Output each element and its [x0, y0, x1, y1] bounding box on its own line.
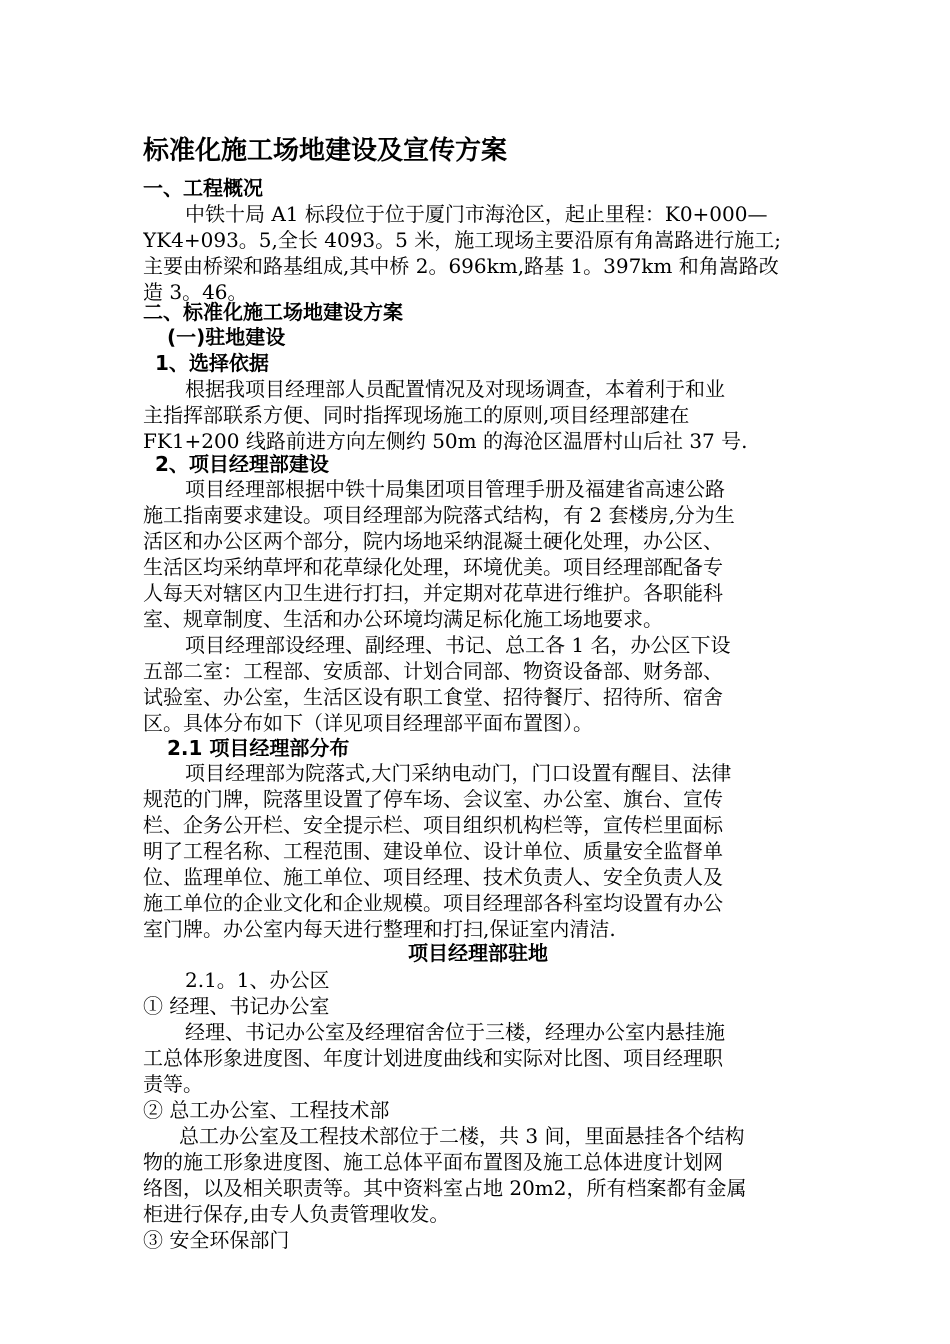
paragraph-line: 主指挥部联系方便、同时指挥现场施工的原则,项目经理部建在 [143, 403, 690, 427]
paragraph-line: 生活区均采纳草坪和花草绿化处理，环境优美。项目经理部配备专 [143, 555, 723, 579]
paragraph-line: 主要由桥梁和路基组成,其中桥 2。696km,路基 1。397km 和角嵩路改 [143, 254, 779, 278]
subsection-heading: (一)驻地建设 [167, 325, 286, 349]
paragraph-line: 施工指南要求建设。项目经理部为院落式结构，有 2 套楼房,分为生 [143, 503, 735, 527]
paragraph-line: 人每天对辖区内卫生进行打扫，并定期对花草进行维护。各职能科 [143, 581, 723, 605]
paragraph-line: YK4+093。5,全长 4093。5 米，施工现场主要沿原有角嵩路进行施工; [143, 228, 781, 252]
paragraph-line: 五部二室：工程部、安质部、计划合同部、物资设备部、财务部、 [143, 659, 723, 683]
section-2-heading: 二、标准化施工场地建设方案 [143, 300, 403, 324]
paragraph-line: 施工单位的企业文化和企业规模。项目经理部各科室均设置有办公 [143, 891, 723, 915]
figure-caption: 项目经理部驻地 [408, 941, 548, 965]
paragraph-line: 中铁十局 A1 标段位于位于厦门市海沧区，起止里程：K0+000— [185, 202, 768, 226]
section-1-heading: 一、工程概况 [143, 176, 263, 200]
paragraph-line: 明了工程名称、工程范围、建设单位、设计单位、质量安全监督单 [143, 839, 723, 863]
paragraph-line: 规范的门牌，院落里设置了停车场、会议室、办公室、旗台、宣传 [143, 787, 723, 811]
paragraph-line: 试验室、办公室，生活区设有职工食堂、招待餐厅、招待所、宿舍 [143, 685, 723, 709]
paragraph-line: 室、规章制度、生活和办公环境均满足标化施工场地要求。 [143, 607, 663, 631]
item-heading: 2.1 项目经理部分布 [167, 736, 350, 760]
paragraph-line: 项目经理部设经理、副经理、书记、总工各 1 名，办公区下设 [185, 633, 731, 657]
paragraph-line: 物的施工形象进度图、施工总体平面布置图及施工总体进度计划网 [143, 1150, 723, 1174]
paragraph-line: 经理、书记办公室及经理宿舍位于三楼，经理办公室内悬挂施 [185, 1020, 725, 1044]
item-heading: 1、选择依据 [155, 351, 269, 375]
paragraph-line: 工总体形象进度图、年度计划进度曲线和实际对比图、项目经理职 [143, 1046, 723, 1070]
list-item-label: ③ 安全环保部门 [143, 1228, 290, 1252]
list-item-label: ① 经理、书记办公室 [143, 994, 330, 1018]
paragraph-line: 室门牌。办公室内每天进行整理和打扫,保证室内清洁. [143, 917, 616, 941]
paragraph-line: 柜进行保存,由专人负责管理收发。 [143, 1202, 450, 1226]
paragraph-line: 总工办公室及工程技术部位于二楼，共 3 间，里面悬挂各个结构 [179, 1124, 745, 1148]
paragraph-line: FK1+200 线路前进方向左侧约 50m 的海沧区温厝村山后社 37 号. [143, 429, 748, 453]
list-item-label: ② 总工办公室、工程技术部 [143, 1098, 390, 1122]
paragraph-line: 位、监理单位、施工单位、项目经理、技术负责人、安全负责人及 [143, 865, 723, 889]
paragraph-line: 栏、企务公开栏、安全提示栏、项目组织机构栏等，宣传栏里面标 [143, 813, 723, 837]
paragraph-line: 项目经理部根据中铁十局集团项目管理手册及福建省高速公路 [185, 477, 725, 501]
paragraph-line: 责等。 [143, 1072, 203, 1096]
paragraph-line: 络图，以及相关职责等。其中资料室占地 20m2，所有档案都有金属 [143, 1176, 747, 1200]
paragraph-line: 造 3。46。 [143, 280, 248, 304]
paragraph-line: 区。具体分布如下（详见项目经理部平面布置图）。 [143, 711, 593, 735]
paragraph-line: 项目经理部为院落式,大门采纳电动门，门口设置有醒目、法律 [185, 761, 732, 785]
item-heading: 2、项目经理部建设 [155, 452, 329, 476]
document-title: 标准化施工场地建设及宣传方案 [143, 136, 508, 166]
item-heading: 2.1。1、办公区 [185, 968, 330, 992]
paragraph-line: 根据我项目经理部人员配置情况及对现场调查，本着利于和业 [185, 377, 725, 401]
paragraph-line: 活区和办公区两个部分，院内场地采纳混凝土硬化处理，办公区、 [143, 529, 723, 553]
